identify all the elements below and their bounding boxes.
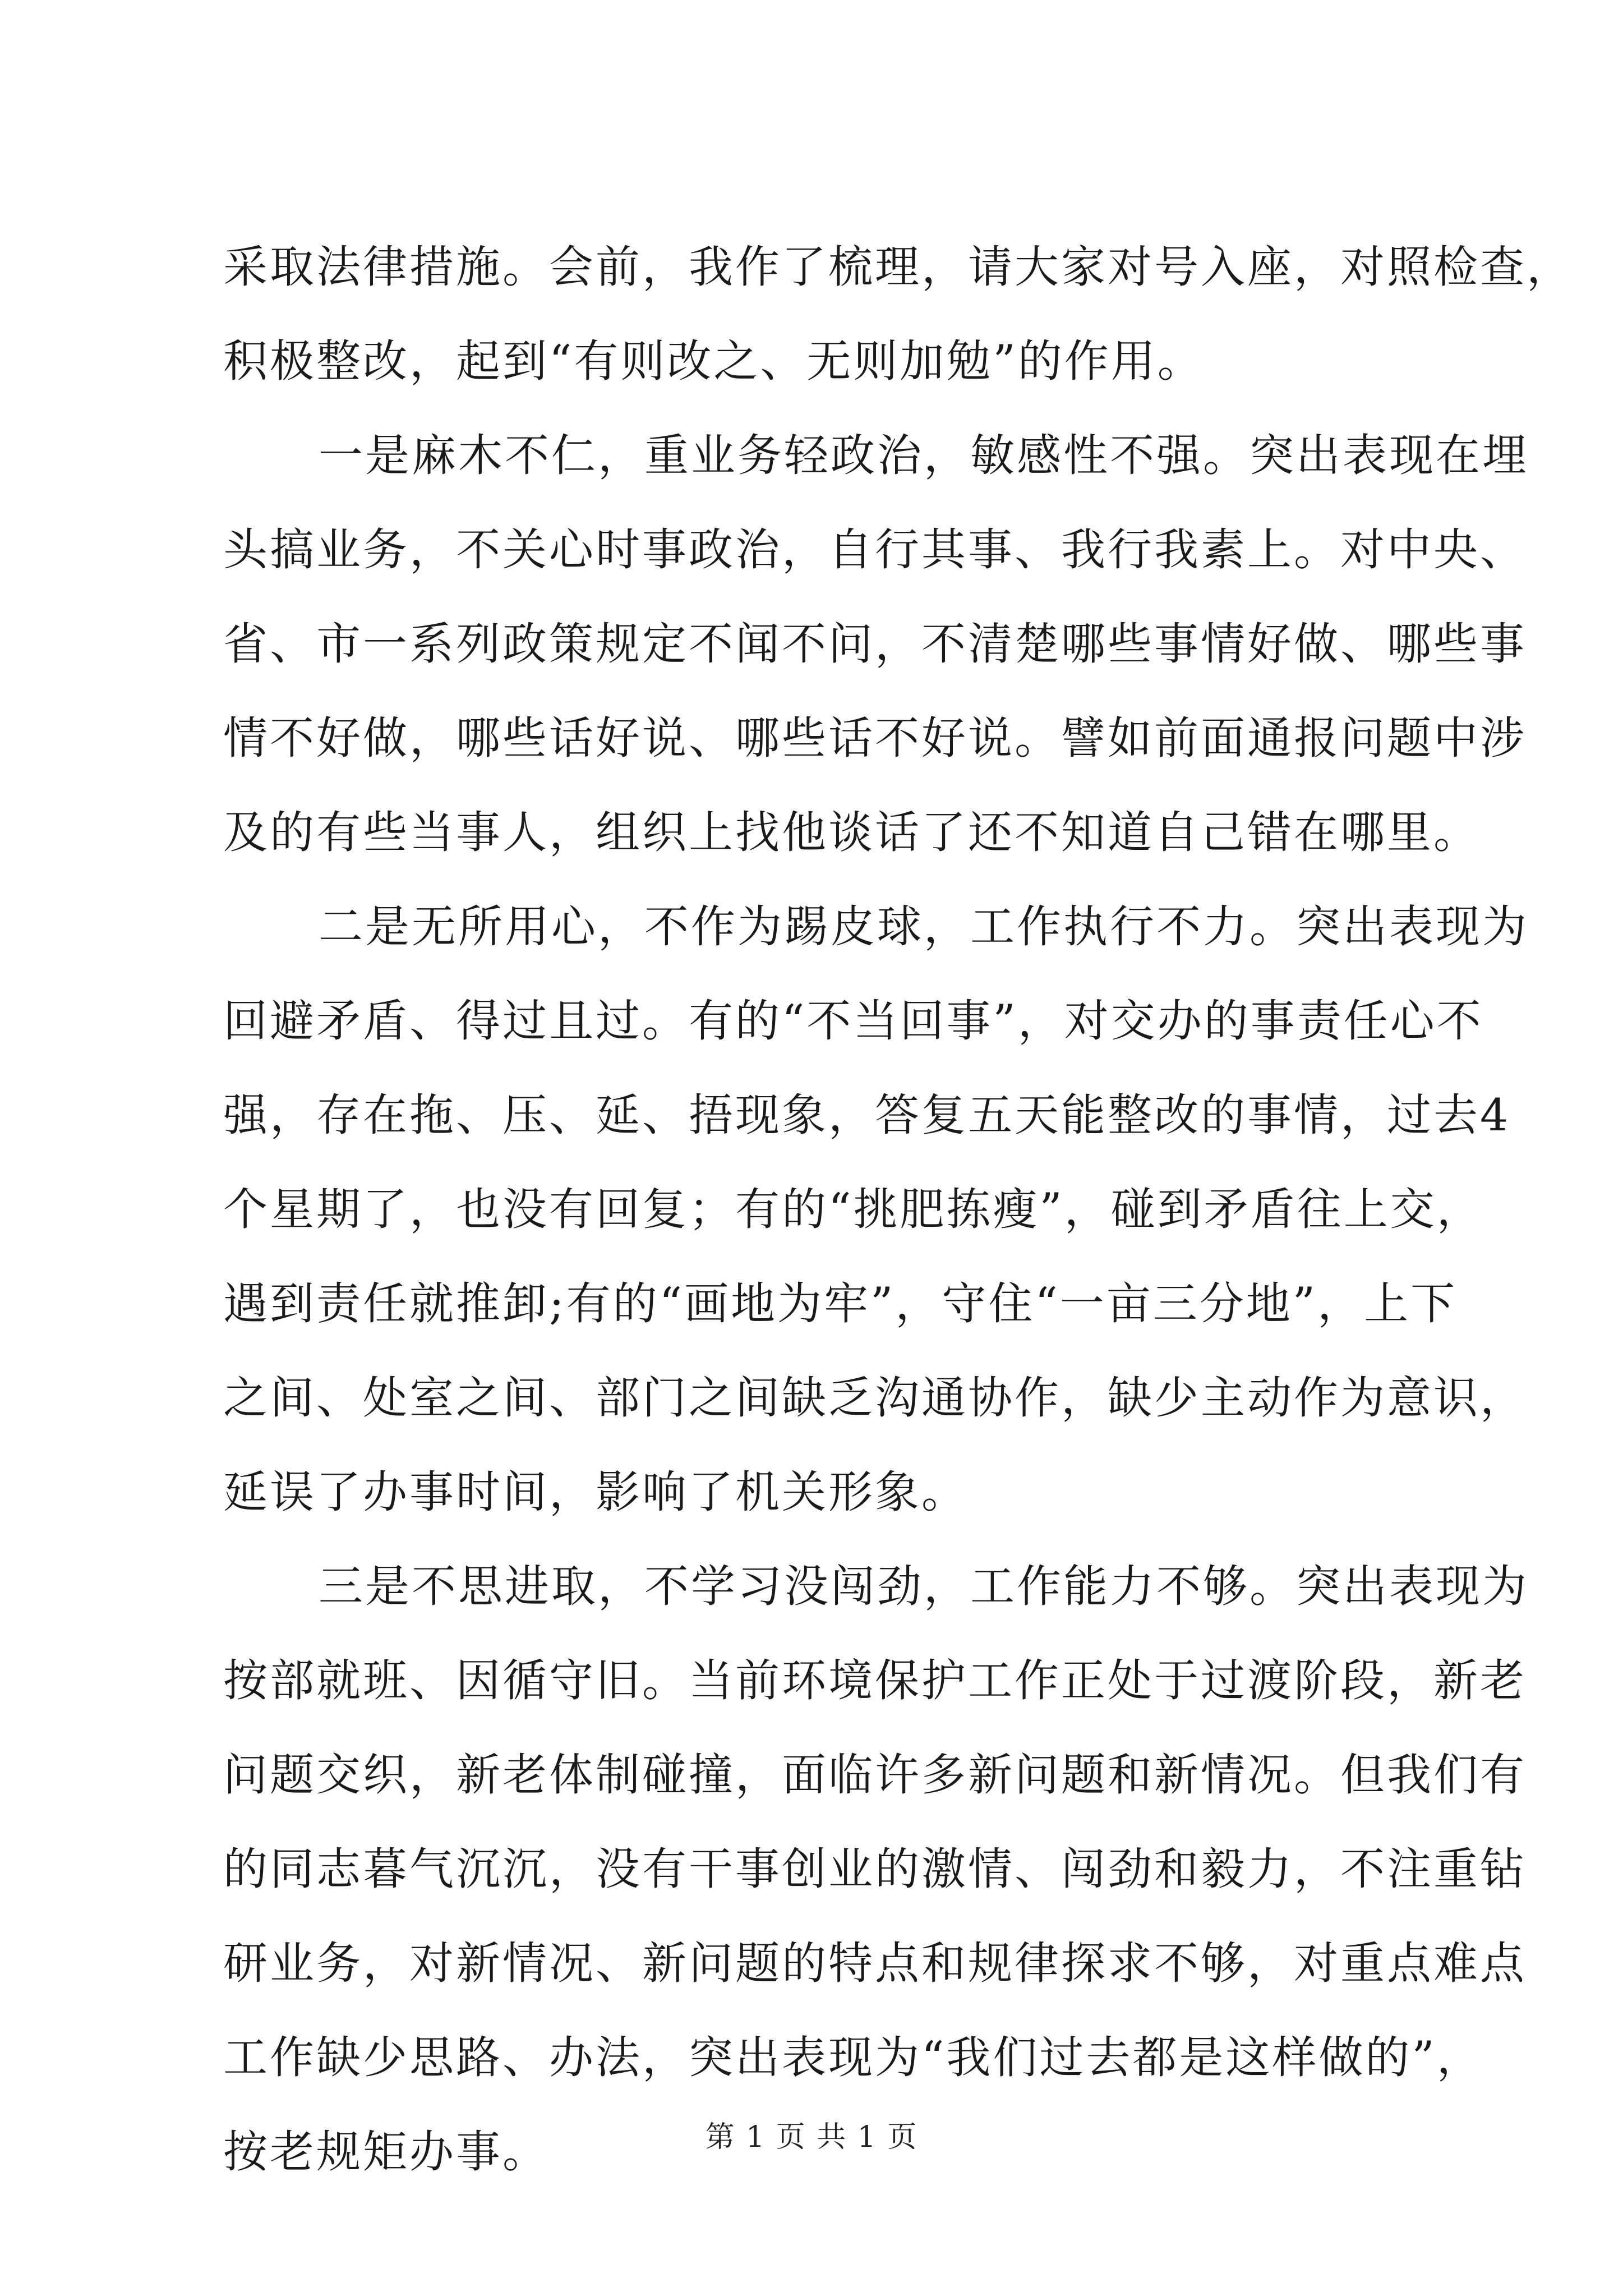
body-text	[223, 220, 1573, 2199]
text-line: 及的有些当事人，组织上找他谈话了还不知道自己错在哪里。	[223, 807, 1480, 858]
text-line: 问题交织，新老体制碰撞，面临许多新问题和新情况。但我们有	[223, 1749, 1527, 1801]
text-line: 按老规矩办事。	[223, 2126, 549, 2178]
text-line: 的同志暮气沉沉，没有干事创业的激情、闯劲和毅力，不注重钻	[223, 1843, 1527, 1895]
text-line: 延误了办事时间，影响了机关形象。	[223, 1466, 968, 1518]
text-line: 省、市一系列政策规定不闻不问，不清楚哪些事情好做、哪些事	[223, 618, 1527, 670]
text-line: 遇到责任就推卸;有的“画地为牢”，守住“一亩三分地”，上下	[223, 1278, 1458, 1329]
paragraph-first-line: 一是麻木不仁，重业务轻政治，敏感性不强。突出表现在埋	[319, 430, 1529, 481]
text-line: 工作缺少思路、办法，突出表现为“我们过去都是这样做的”，	[223, 2032, 1483, 2083]
text-line: 积极整改，起到“有则改之、无则加勉”的作用。	[223, 335, 1204, 387]
text-line: 情不好做，哪些话好说、哪些话不好说。譬如前面通报问题中涉	[223, 712, 1527, 764]
text-line: 回避矛盾、得过且过。有的“不当回事”，对交办的事责任心不	[223, 995, 1483, 1047]
text-line: 研业务，对新情况、新问题的特点和规律探求不够，对重点难点	[223, 1938, 1527, 1989]
text-line: 采取法律措施。会前，我作了梳理，请大家对号入座，对照检查，	[223, 241, 1573, 293]
text-line: 按部就班、因循守旧。当前环境保护工作正处于过渡阶段，新老	[223, 1655, 1527, 1706]
paragraph-first-line: 三是不思进取，不学习没闯劲，工作能力不够。突出表现为	[319, 1561, 1529, 1612]
text-line: 之间、处室之间、部门之间缺乏沟通协作，缺少主动作为意识，	[223, 1372, 1527, 1424]
page-number-footer: 第 1 页 共 1 页	[705, 2120, 918, 2154]
paragraph-first-line: 二是无所用心，不作为踢皮球，工作执行不力。突出表现为	[319, 901, 1529, 953]
text-line: 头搞业务，不关心时事政治，自行其事、我行我素上。对中央、	[223, 524, 1527, 576]
text-line: 强，存在拖、压、延、捂现象，答复五天能整改的事情，过去4	[223, 1089, 1511, 1141]
text-line: 个星期了，也没有回复；有的“挑肥拣瘦”，碰到矛盾往上交，	[223, 1184, 1483, 1235]
